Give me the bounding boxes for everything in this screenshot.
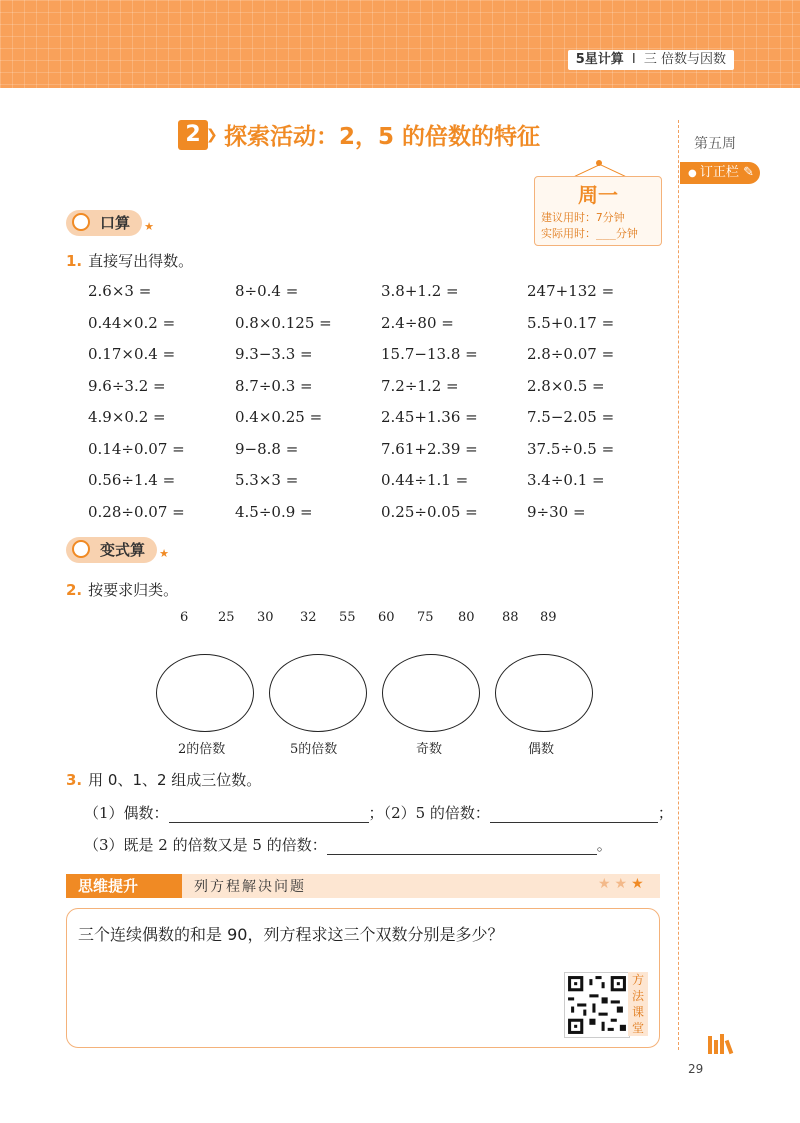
calc-item: 37.5÷0.5 = <box>527 439 615 458</box>
answer-oval-even[interactable] <box>495 654 593 732</box>
calc-item: 0.25÷0.05 = <box>381 502 478 521</box>
header-banner <box>0 0 800 88</box>
lesson-number: 2 <box>178 120 208 150</box>
calc-item: 7.5−2.05 = <box>527 408 615 426</box>
q3-line-2 <box>84 834 612 855</box>
calc-item: 0.17×0.4 = <box>88 345 176 363</box>
answer-blank-multiple-of-2-and-5[interactable] <box>327 838 597 855</box>
qr-code-icon[interactable] <box>564 972 630 1038</box>
q3-line-1 <box>84 802 673 823</box>
thinking-subtitle: 列方程解决问题 <box>194 879 306 895</box>
answer-oval-multiples-of-2[interactable] <box>156 654 254 732</box>
number-item: 75 <box>417 610 434 625</box>
day-card <box>534 176 662 246</box>
calc-item: 7.61+2.39 = <box>381 439 478 458</box>
oval-label: 偶数 <box>528 742 555 757</box>
calc-item: 9.6÷3.2 = <box>88 376 166 395</box>
number-item: 80 <box>458 610 475 625</box>
title-arrow-icon: ❯ <box>206 127 218 143</box>
calc-item: 0.28÷0.07 = <box>88 502 185 521</box>
calc-item: 4.9×0.2 = <box>88 408 166 426</box>
answer-oval-multiples-of-5[interactable] <box>269 654 367 732</box>
difficulty-stars-icon: ★★★ <box>598 876 648 892</box>
calc-item: 247+132 = <box>527 282 615 300</box>
star-icon: ★ <box>144 220 155 233</box>
question-2 <box>66 579 178 600</box>
calc-item: 9−8.8 = <box>235 439 299 458</box>
question-number: 3. <box>66 771 83 789</box>
target-icon <box>72 540 90 558</box>
number-item: 25 <box>218 610 235 625</box>
q3-end: 。 <box>596 836 612 854</box>
q3-part3-label: （3）既是 2 的倍数又是 5 的倍数： <box>84 836 327 854</box>
calc-item: 7.2÷1.2 = <box>381 376 459 395</box>
stopwatch-icon <box>72 213 90 231</box>
calc-item: 15.7−13.8 = <box>381 345 478 363</box>
question-1 <box>66 250 193 271</box>
calc-item: 0.4×0.25 = <box>235 408 323 426</box>
number-item: 30 <box>257 610 274 625</box>
question-prompt: 用 0、1、2 组成三位数。 <box>88 771 262 789</box>
answer-blank-multiple-of-5[interactable] <box>490 806 658 823</box>
star-icon: ★ <box>159 547 170 560</box>
calc-item: 0.44×0.2 = <box>88 313 176 332</box>
method-class-tag: 方法课堂 <box>628 972 648 1036</box>
question-prompt: 直接写出得数。 <box>88 252 194 270</box>
question-prompt: 按要求归类。 <box>88 581 179 599</box>
question-number: 2. <box>66 581 83 599</box>
answer-oval-odd[interactable] <box>382 654 480 732</box>
q3-separator: ； <box>368 804 384 822</box>
calc-item: 3.4÷0.1 = <box>527 471 605 489</box>
suggested-time: 建议用时：7分钟 <box>541 211 625 224</box>
problem-text: 三个连续偶数的和是 90，列方程求这三个双数分别是多少？ <box>78 925 504 944</box>
calc-item: 2.8×0.5 = <box>527 376 605 395</box>
book-name: 5星计算 <box>575 52 624 67</box>
calc-item: 5.5+0.17 = <box>527 313 615 332</box>
day-title: 周一 <box>578 183 618 207</box>
number-item: 60 <box>378 610 395 625</box>
calc-item: 8.7÷0.3 = <box>235 376 313 395</box>
calc-item: 2.6×3 = <box>88 282 152 300</box>
header-separator: Ⅰ <box>631 52 636 67</box>
question-3 <box>66 769 261 790</box>
number-item: 6 <box>180 610 189 625</box>
correction-divider <box>678 120 679 1050</box>
chapter-name: 三 倍数与因数 <box>643 52 726 67</box>
calc-item: 0.8×0.125 = <box>235 313 332 332</box>
actual-time: 实际用时：___分钟 <box>541 227 638 240</box>
section-label: 口算 <box>100 214 131 232</box>
oval-label: 5的倍数 <box>290 742 338 757</box>
calc-item: 2.8÷0.07 = <box>527 345 615 363</box>
answer-blank-even[interactable] <box>169 806 369 823</box>
calc-item: 2.4÷80 = <box>381 313 454 332</box>
correction-column-tab: ● 订正栏 ✎ <box>680 162 760 184</box>
section-variant-calc <box>66 537 170 563</box>
calc-item: 2.45+1.36 = <box>381 408 478 426</box>
q3-part2-label: （2）5 的倍数： <box>383 804 490 822</box>
q3-part1-label: （1）偶数： <box>84 804 169 822</box>
number-item: 89 <box>540 610 557 625</box>
thinking-label: 思维提升 <box>66 874 182 898</box>
calc-item: 3.8+1.2 = <box>381 282 459 300</box>
section-oral-calc <box>66 210 155 236</box>
calc-item: 4.5÷0.9 = <box>235 502 313 521</box>
page-number: 29 <box>688 1062 704 1076</box>
calc-item: 9.3−3.3 = <box>235 345 313 363</box>
question-number: 1. <box>66 252 83 270</box>
book-tag <box>568 50 734 70</box>
calc-item: 8÷0.4 = <box>235 282 299 300</box>
calc-item: 0.44÷1.1 = <box>381 471 469 489</box>
week-label: 第五周 <box>694 136 736 152</box>
calc-item: 5.3×3 = <box>235 471 299 489</box>
calc-item: 9÷30 = <box>527 502 586 521</box>
number-item: 32 <box>300 610 317 625</box>
correction-label: 订正栏 <box>699 165 739 180</box>
calc-item: 0.14÷0.07 = <box>88 439 185 458</box>
card-pin-icon <box>596 160 602 166</box>
number-item: 88 <box>502 610 519 625</box>
number-item: 55 <box>339 610 356 625</box>
pencil-icon: ✎ <box>743 165 754 180</box>
oval-label: 2的倍数 <box>178 742 226 757</box>
q3-end: ； <box>657 804 673 822</box>
oval-label: 奇数 <box>416 742 443 757</box>
calc-item: 0.56÷1.4 = <box>88 471 176 489</box>
page-title: 探索活动：2，5 的倍数的特征 <box>224 124 541 150</box>
section-label: 变式算 <box>100 541 146 559</box>
